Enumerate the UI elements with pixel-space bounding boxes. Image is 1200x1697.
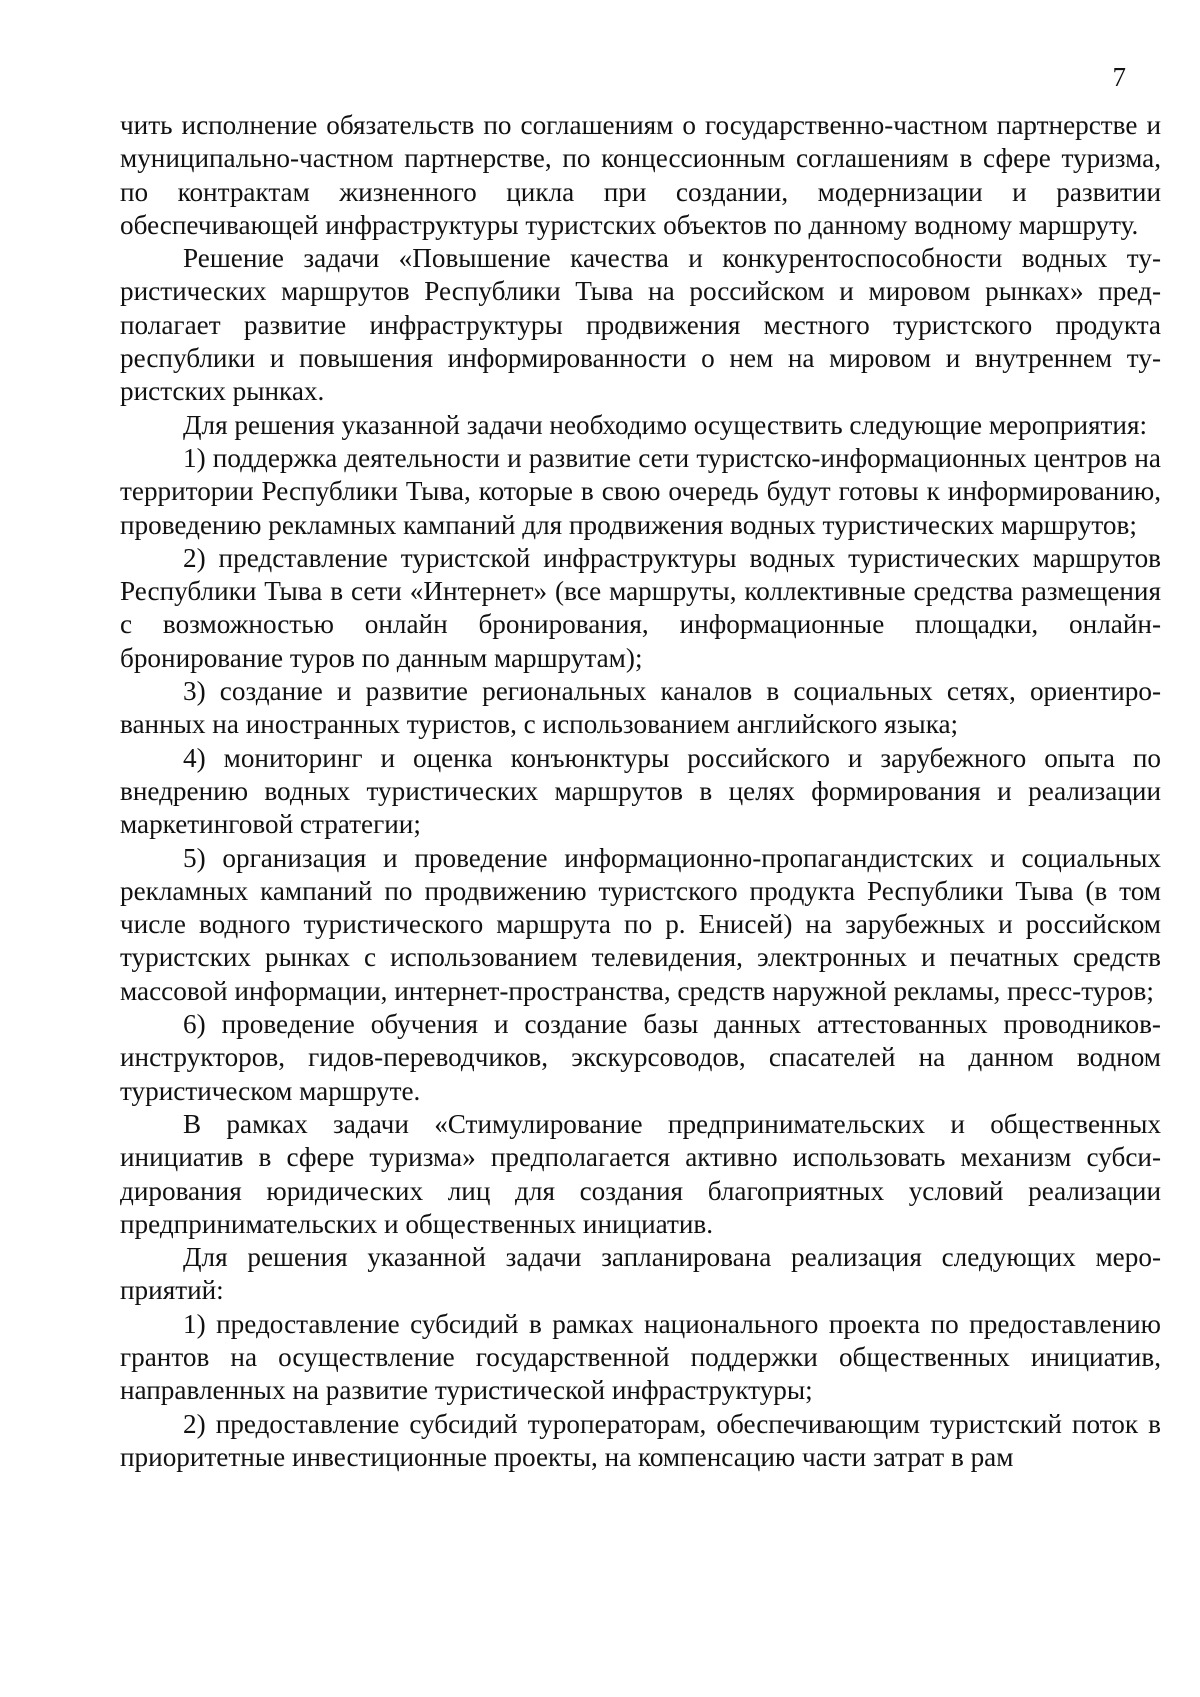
paragraph-4: В рамках задачи «Стимулирование предпринимательских и общественных инициатив в сфере туризма» предполагается активно использовать механизм субсидирования юридических лиц для создания благоприятных условий реализации предпринимательских и общественных инициатив. (120, 1108, 1161, 1239)
paragraph-5: Для решения указанной задачи запланирована реализация следующих мероприятий: (120, 1242, 1161, 1306)
list-item-3: 3) создание и развитие региональных каналов в социальных сетях, ориентированных на иностранных туристов, с использованием английского языка; (120, 676, 1161, 740)
paragraph-3: Для решения указанной задачи необходимо осуществить следующие мероприятия: (183, 409, 1148, 440)
page-number: 7 (1112, 62, 1126, 92)
list-item-4: 4) мониторинг и оценка конъюнктуры российского и зарубежного опыта по внедрению водных туристических маршрутов в целях формирования и реализации маркетинговой стратегии; (120, 742, 1161, 840)
subsidy-list-item-1: 1) предоставление субсидий в рамках национального проекта по предоставлению грантов на осуществление государственной поддержки общественных инициатив, направленных на развитие туристической инфраструктуры; (120, 1308, 1161, 1406)
paragraph-2: Решение задачи «Повышение качества и конкурентоспособности водных туристических маршрутов Республики Тыва на российском и мировом рынках» предполагает развитие инфраструктуры продвижения местного туристского продукта республики и повышения информированности о нем на мировом и внутреннем туристских рынках. (120, 243, 1161, 407)
list-item-2: 2) представление туристской инфраструктуры водных туристических маршрутов Республики Тыва в сети «Интернет» (все маршруты, коллективные средства размещения с возможностью онлайн бронирования, информационные площадки, онлайн-бронирование туров по данным маршрутам); (120, 542, 1161, 673)
list-item-5: 5) организация и проведение информационно-пропагандистских и социальных рекламных кампаний по продвижению туристского продукта Республики Тыва (в том числе водного туристического маршрута по р. Енисей) на зарубежных и российском туристских рынках с использованием телевидения, электронных и печатных средств массовой информации, интернет-пространства, средств наружной рекламы, пресс-туров; (120, 842, 1161, 1006)
list-item-1: 1) поддержка деятельности и развитие сети туристско-информационных центров на территории Республики Тыва, которые в свою очередь будут готовы к информированию, проведению рекламных кампаний для продвижения водных туристических маршрутов; (120, 442, 1161, 540)
list-item-6: 6) проведение обучения и создание базы данных аттестованных проводников-инструкторов, гидов-переводчиков, экскурсоводов, спасателей на данном водном туристическом маршруте. (120, 1009, 1161, 1106)
paragraph-1: чить исполнение обязательств по соглашениям о государственно-частном партнерстве и муниципально-частном партнерстве, по концессионным соглашениям в сфере туризма, по контрактам жизненного цикла при создании, модернизации и развитии обеспечивающей инфраструктуры туристских объектов по данному водному маршруту. (120, 110, 1161, 240)
document-body (120, 109, 1161, 1474)
subsidy-list-item-2: 2) предоставление субсидий туроператорам, обеспечивающим туристский поток в приоритетные инвестиционные проекты, на компенсацию части затрат в рам (120, 1408, 1161, 1472)
